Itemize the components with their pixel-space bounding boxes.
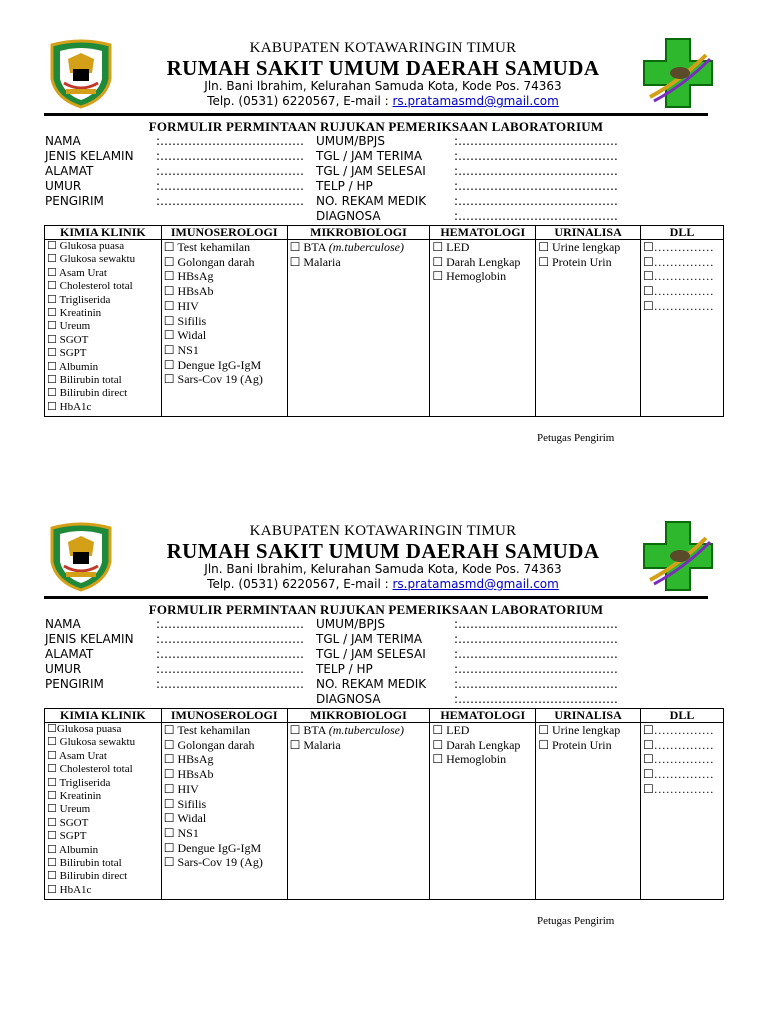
checkbox-item[interactable]: ☐ SGOT [47, 333, 89, 346]
col-header-urin: URINALISA [536, 709, 641, 723]
checkbox-item[interactable]: ☐ HBsAg [163, 269, 214, 284]
checkbox-item[interactable]: ☐ SGPT [47, 830, 87, 843]
field-label-pengirim: PENGIRIM [45, 677, 104, 691]
hemato-list [430, 723, 536, 900]
imuno-list [161, 723, 287, 900]
medical-cross-icon [640, 518, 716, 594]
field-fill-jenis-kelamin[interactable]: :……………………………… [156, 632, 305, 646]
checkbox-item[interactable]: ☐ HbA1c [47, 883, 92, 896]
field-fill-umur[interactable]: :……………………………… [156, 179, 305, 193]
checkbox-item[interactable]: ☐ Asam Urat [47, 749, 107, 762]
checkbox-item[interactable]: ☐ NS1 [163, 342, 199, 357]
field-fill-rekam-medik[interactable]: :…………………………………. [454, 677, 618, 691]
form-copy-2 [0, 513, 768, 953]
hospital-address: Jln. Bani Ibrahim, Kelurahan Samuda Kota, Kode Pos. 74363 [204, 79, 562, 93]
form-title: FORMULIR PERMINTAAN RUJUKAN PEMERIKSAAN LABORATORIUM [148, 119, 604, 134]
field-label-umur: UMUR [45, 662, 82, 676]
checkbox-item[interactable]: ☐ Kreatinin [47, 307, 102, 320]
checkbox-item[interactable]: ☐ Widal [163, 328, 207, 343]
col-header-imuno: IMUNOSEROLOGI [161, 226, 287, 240]
field-fill-rekam-medik[interactable]: :…………………………………. [454, 194, 618, 208]
field-fill-umur[interactable]: :……………………………… [156, 662, 305, 676]
checkbox-item[interactable]: ☐ HBsAb [163, 284, 214, 299]
field-label-umur: UMUR [45, 179, 82, 193]
checkbox-item[interactable]: ☐ Darah Lengkap [432, 737, 521, 752]
checkbox-item[interactable]: ☐ BTA (m.tuberculose) [289, 240, 404, 254]
medical-cross-icon [640, 35, 716, 111]
checkbox-item[interactable]: ☐ Glukosa sewaktu [47, 736, 136, 749]
regency-name: KABUPATEN KOTAWARINGIN TIMUR [249, 40, 517, 56]
checkbox-item[interactable]: ☐ Asam Urat [47, 266, 107, 279]
col-header-mikro: MIKROBIOLOGI [287, 226, 430, 240]
field-fill-tgl-terima[interactable]: :…………………………………. [454, 632, 618, 646]
checkbox-item[interactable]: ☐ Protein Urin [538, 254, 612, 269]
hospital-contact: Telp. (0531) 6220567, E-mail : rs.pratamasmd@gmail.com [207, 577, 559, 591]
checkbox-item[interactable]: ☐ HIV [163, 298, 199, 313]
regency-name: KABUPATEN KOTAWARINGIN TIMUR [249, 523, 517, 539]
checkbox-item[interactable]: ☐ Golongan darah [163, 254, 255, 269]
checkbox-item[interactable]: ☐ Sifilis [163, 796, 207, 811]
hemato-list [430, 240, 536, 417]
field-fill-tgl-selesai[interactable]: :…………………………………. [454, 647, 618, 661]
field-label-telp: TELP / HP [316, 179, 373, 193]
checkbox-item[interactable]: ☐ Golongan darah [163, 737, 255, 752]
regency-emblem-icon [46, 522, 116, 592]
checkbox-item[interactable]: ☐ Widal [163, 811, 207, 826]
col-header-dll: DLL [641, 226, 724, 240]
kimia-list [45, 240, 162, 417]
checkbox-item[interactable]: ☐ SGOT [47, 816, 89, 829]
checkbox-item[interactable]: ☐ Dengue IgG-IgM [163, 840, 262, 855]
form-title: FORMULIR PERMINTAAN RUJUKAN PEMERIKSAAN LABORATORIUM [148, 602, 604, 617]
field-fill-alamat[interactable]: :……………………………… [156, 164, 305, 178]
hospital-contact: Telp. (0531) 6220567, E-mail : rs.pratamasmd@gmail.com [207, 94, 559, 108]
checkbox-item[interactable]: ☐ Sars-Cov 19 (Ag) [163, 855, 263, 870]
checkbox-item[interactable]: ☐ SGPT [47, 347, 87, 360]
mikro-list [287, 240, 430, 417]
header-rule [44, 113, 708, 116]
checkbox-item[interactable]: ☐ Glukosa puasa [47, 240, 125, 252]
checkbox-item[interactable]: ☐ HBsAg [163, 752, 214, 767]
checkbox-item[interactable]: ☐ HBsAb [163, 767, 214, 782]
signature-label: Petugas Pengirim [537, 432, 615, 444]
form-copy-1 [0, 30, 768, 470]
checkbox-item[interactable]: ☐ BTA (m.tuberculose) [289, 723, 404, 737]
field-label-alamat: ALAMAT [45, 164, 94, 178]
checkbox-item[interactable]: ☐ Sifilis [163, 313, 207, 328]
field-label-nama: NAMA [45, 617, 81, 631]
checkbox-item[interactable]: ☐ HIV [163, 781, 199, 796]
field-label-diagnosa: DIAGNOSA [316, 209, 381, 223]
checkbox-item[interactable]: ☐ Albumin [47, 360, 99, 373]
signature-label: Petugas Pengirim [537, 915, 615, 927]
checkbox-item[interactable]: ☐ Trigliserida [47, 293, 111, 306]
checkbox-item[interactable]: ☐ Ureum [47, 803, 91, 816]
field-label-alamat: ALAMAT [45, 647, 94, 661]
field-fill-jenis-kelamin[interactable]: :……………………………… [156, 149, 305, 163]
col-header-hemato: HEMATOLOGI [430, 709, 536, 723]
field-fill-nama[interactable]: :……………………………… [156, 134, 305, 148]
checkbox-item[interactable]: ☐ Malaria [289, 737, 341, 752]
field-fill-telp[interactable]: :…………………………………. [454, 179, 618, 193]
field-label-pengirim: PENGIRIM [45, 194, 104, 208]
checkbox-item[interactable]: ☐…………… [643, 752, 714, 767]
checkbox-item[interactable]: ☐ Malaria [289, 254, 341, 269]
field-label-umum-bpjs: UMUM/BPJS [316, 617, 385, 631]
checkbox-item[interactable]: ☐…………… [643, 240, 714, 254]
field-fill-diagnosa[interactable]: :…………………………………. [454, 692, 618, 706]
checkbox-item[interactable]: ☐ Cholesterol total [47, 763, 133, 776]
col-header-mikro: MIKROBIOLOGI [287, 709, 430, 723]
checkbox-item[interactable]: ☐ Glukosa sewaktu [47, 253, 136, 266]
checkbox-item[interactable]: ☐ LED [432, 723, 470, 737]
checkbox-item[interactable]: ☐…………… [643, 269, 714, 284]
kimia-list [45, 723, 162, 900]
checkbox-item[interactable]: ☐…………… [643, 781, 714, 796]
field-label-jenis-kelamin: JENIS KELAMIN [45, 149, 134, 163]
checkbox-item[interactable]: ☐Glukosa puasa [47, 723, 122, 735]
hospital-name: RUMAH SAKIT UMUM DAERAH SAMUDA [166, 539, 600, 563]
lab-test-table [44, 708, 724, 900]
field-fill-nama[interactable]: :……………………………… [156, 617, 305, 631]
checkbox-item[interactable]: ☐ NS1 [163, 825, 199, 840]
dll-list [641, 723, 724, 900]
col-header-urin: URINALISA [536, 226, 641, 240]
checkbox-item[interactable]: ☐ Sars-Cov 19 (Ag) [163, 372, 263, 387]
field-fill-umum-bpjs[interactable]: :…………………………………. [454, 617, 618, 631]
regency-emblem-icon [46, 39, 116, 109]
checkbox-item[interactable]: ☐ Albumin [47, 843, 99, 856]
col-header-kimia: KIMIA KLINIK [45, 226, 162, 240]
checkbox-item[interactable]: ☐ Dengue IgG-IgM [163, 357, 262, 372]
checkbox-item[interactable]: ☐…………… [643, 767, 714, 782]
checkbox-item[interactable]: ☐…………… [643, 737, 714, 752]
email-link[interactable]: rs.pratamasmd@gmail.com [392, 577, 559, 591]
field-label-nama: NAMA [45, 134, 81, 148]
field-fill-pengirim[interactable]: :……………………………… [156, 677, 305, 691]
checkbox-item[interactable]: ☐ Kreatinin [47, 790, 102, 803]
checkbox-item[interactable]: ☐ Bilirubin total [47, 857, 122, 870]
lab-test-table [44, 225, 724, 417]
dll-list [641, 240, 724, 417]
field-fill-telp[interactable]: :…………………………………. [454, 662, 618, 676]
col-header-hemato: HEMATOLOGI [430, 226, 536, 240]
header-rule [44, 596, 708, 599]
urin-list [536, 240, 641, 417]
checkbox-item[interactable]: ☐ Bilirubin direct [47, 387, 128, 400]
field-label-tgl-terima: TGL / JAM TERIMA [316, 632, 423, 646]
field-fill-tgl-terima[interactable]: :…………………………………. [454, 149, 618, 163]
field-label-tgl-selesai: TGL / JAM SELESAI [316, 164, 426, 178]
field-label-rekam-medik: NO. REKAM MEDIK [316, 194, 427, 208]
checkbox-item[interactable]: ☐ Cholesterol total [47, 280, 133, 293]
col-header-kimia: KIMIA KLINIK [45, 709, 162, 723]
field-label-umum-bpjs: UMUM/BPJS [316, 134, 385, 148]
hospital-address: Jln. Bani Ibrahim, Kelurahan Samuda Kota, Kode Pos. 74363 [204, 562, 562, 576]
checkbox-item[interactable]: ☐ Bilirubin total [47, 374, 122, 387]
checkbox-item[interactable]: ☐ Test kehamilan [163, 240, 251, 254]
field-fill-diagnosa[interactable]: :…………………………………. [454, 209, 618, 223]
col-header-imuno: IMUNOSEROLOGI [161, 709, 287, 723]
col-header-dll: DLL [641, 709, 724, 723]
field-fill-pengirim[interactable]: :……………………………… [156, 194, 305, 208]
checkbox-item[interactable]: ☐ Urine lengkap [538, 723, 621, 737]
field-label-diagnosa: DIAGNOSA [316, 692, 381, 706]
field-label-tgl-terima: TGL / JAM TERIMA [316, 149, 423, 163]
checkbox-item[interactable]: ☐ Bilirubin direct [47, 870, 128, 883]
checkbox-item[interactable]: ☐…………… [643, 254, 714, 269]
urin-list [536, 723, 641, 900]
checkbox-item[interactable]: ☐ HbA1c [47, 400, 92, 413]
checkbox-item[interactable]: ☐ Protein Urin [538, 737, 612, 752]
checkbox-item[interactable]: ☐…………… [643, 298, 714, 313]
mikro-list [287, 723, 430, 900]
checkbox-item[interactable]: ☐ Darah Lengkap [432, 254, 521, 269]
checkbox-item[interactable]: ☐…………… [643, 284, 714, 299]
checkbox-item[interactable]: ☐ Hemoglobin [432, 752, 507, 767]
checkbox-item[interactable]: ☐ Hemoglobin [432, 269, 507, 284]
checkbox-item[interactable]: ☐ Test kehamilan [163, 723, 251, 737]
checkbox-item[interactable]: ☐ Ureum [47, 320, 91, 333]
field-label-rekam-medik: NO. REKAM MEDIK [316, 677, 427, 691]
checkbox-item[interactable]: ☐ Trigliserida [47, 776, 111, 789]
field-label-tgl-selesai: TGL / JAM SELESAI [316, 647, 426, 661]
field-fill-alamat[interactable]: :……………………………… [156, 647, 305, 661]
imuno-list [161, 240, 287, 417]
email-link[interactable]: rs.pratamasmd@gmail.com [392, 94, 559, 108]
field-label-jenis-kelamin: JENIS KELAMIN [45, 632, 134, 646]
field-fill-umum-bpjs[interactable]: :…………………………………. [454, 134, 618, 148]
checkbox-item[interactable]: ☐ LED [432, 240, 470, 254]
checkbox-item[interactable]: ☐…………… [643, 723, 714, 737]
field-fill-tgl-selesai[interactable]: :…………………………………. [454, 164, 618, 178]
field-label-telp: TELP / HP [316, 662, 373, 676]
hospital-name: RUMAH SAKIT UMUM DAERAH SAMUDA [166, 56, 600, 80]
checkbox-item[interactable]: ☐ Urine lengkap [538, 240, 621, 254]
